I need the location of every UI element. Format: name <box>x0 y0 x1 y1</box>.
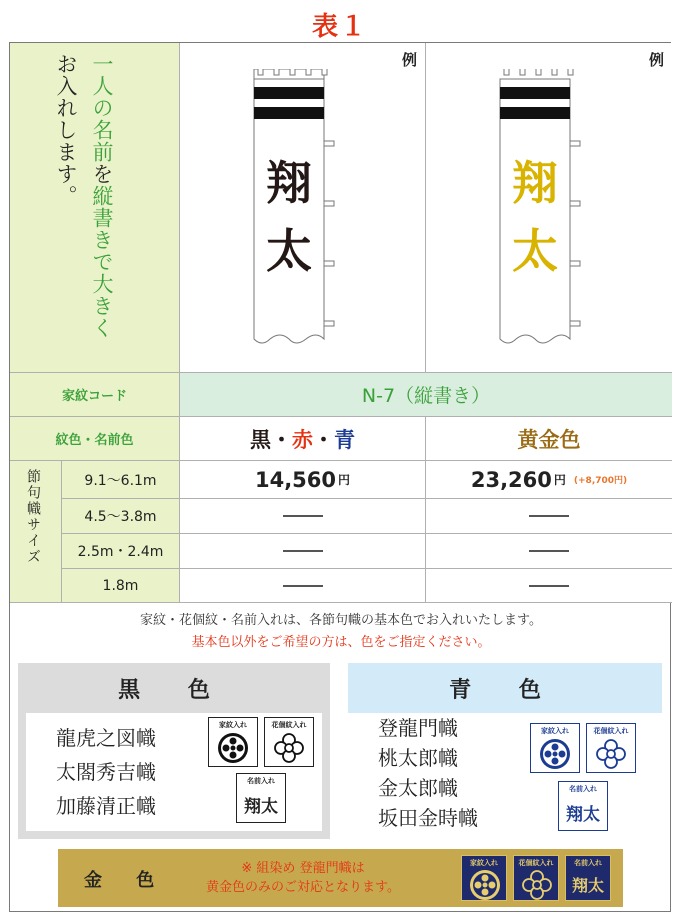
size-label: 9.1～6.1m <box>62 461 180 499</box>
price-table <box>9 42 671 912</box>
size-label: 2.5m・2.4m <box>62 534 180 569</box>
price-unavailable <box>180 499 426 534</box>
gold-note-line2: 黄金色のみのご対応となります。 <box>206 880 400 895</box>
black-panel-body <box>26 713 322 831</box>
banner-flag-illustration <box>490 69 600 359</box>
price-unavailable <box>426 569 672 603</box>
badge-label: 家紋入れ <box>219 721 247 729</box>
name-badge <box>558 781 608 831</box>
badge-label: 花個紋入れ <box>271 721 307 729</box>
size-label: 1.8m <box>62 569 180 603</box>
badge-label: 花個紋入れ <box>518 859 554 867</box>
size-side-label <box>10 461 62 603</box>
gold-crest-badge <box>461 855 507 901</box>
page-title: 表１ <box>311 12 368 42</box>
crest-badge <box>530 723 580 773</box>
gold-bar-heading: 金 色 <box>84 870 169 891</box>
badge-label: 名前入れ <box>247 777 275 785</box>
badge-label: 家紋入れ <box>470 859 498 867</box>
product-name: 金太郎幟 <box>378 776 458 800</box>
gold-note-line1: ※ 組染め 登龍門幟は <box>241 861 365 876</box>
example-label: 例 <box>401 51 417 69</box>
blue-color-panel <box>348 663 662 839</box>
banner-name-char2: 太 <box>266 224 312 278</box>
example-black <box>180 43 426 373</box>
color-row-label: 紋色・名前色 <box>10 417 180 461</box>
yen-unit: 円 <box>338 473 351 487</box>
banner-name-char2: 太 <box>512 224 558 278</box>
color-black: 黒 <box>250 427 271 452</box>
product-name: 龍虎之図幟 <box>56 726 156 750</box>
price-unavailable <box>180 534 426 569</box>
crest-code-value: N-7（縦書き） <box>180 373 672 417</box>
intro-text-col2 <box>90 53 114 339</box>
crest-badge <box>208 717 258 767</box>
note-default-color: 家紋・花個紋・名前入れは、各節句幟の基本色でお入れいたします。 <box>140 613 542 628</box>
color-options-black-red-blue <box>180 417 426 461</box>
name-sample: 翔太 <box>566 805 600 825</box>
intro-text-col1: お入れします。 <box>54 53 78 207</box>
size-label: 4.5～3.8m <box>62 499 180 534</box>
flower-crest-badge <box>264 717 314 767</box>
price-unavailable <box>426 534 672 569</box>
gold-flower-crest-badge <box>513 855 559 901</box>
color-blue: 青 <box>334 427 355 452</box>
black-color-panel <box>18 663 330 839</box>
family-crest-icon <box>469 869 501 901</box>
product-name: 桃太郎幟 <box>378 746 458 770</box>
gold-bar-note <box>178 859 428 897</box>
black-product-list <box>56 721 156 823</box>
blue-product-list <box>378 713 478 833</box>
intro-style-phrase: 縦書きで大きく <box>90 185 114 339</box>
note-specify-color: 基本色以外をご希望の方は、色をご指定ください。 <box>191 635 491 650</box>
product-name: 太閤秀吉幟 <box>56 760 156 784</box>
banner-name-char1: 翔 <box>512 156 558 210</box>
badge-label: 花個紋入れ <box>593 727 629 735</box>
flower-crest-icon <box>521 869 553 901</box>
intro-particle: を <box>90 163 114 185</box>
color-separator: ・ <box>313 427 334 452</box>
product-name: 加藤清正幟 <box>56 794 156 818</box>
blue-panel-heading: 青 色 <box>449 677 561 703</box>
example-gold <box>426 43 672 373</box>
price-unavailable <box>426 499 672 534</box>
badge-label: 名前入れ <box>574 859 602 867</box>
price-unavailable <box>180 569 426 603</box>
intro-cell <box>10 43 180 373</box>
gold-color-bar <box>58 849 623 907</box>
price-cell <box>180 461 426 499</box>
price-value: 14,560 <box>254 467 337 492</box>
intro-name-phrase: 一人の名前 <box>90 53 114 163</box>
yen-unit: 円 <box>553 473 566 487</box>
size-side-text: 節句幟サイズ <box>25 469 41 565</box>
color-red: 赤 <box>292 427 313 452</box>
badge-label: 名前入れ <box>569 785 597 793</box>
gold-name-badge <box>565 855 611 901</box>
banner-flag-illustration <box>244 69 354 359</box>
flower-crest-badge <box>586 723 636 773</box>
flower-crest-icon <box>595 738 627 770</box>
family-crest-icon <box>539 738 571 770</box>
name-sample: 翔太 <box>571 876 604 895</box>
name-sample: 翔太 <box>244 797 278 817</box>
price-value: 23,260 <box>470 467 552 492</box>
price-cell <box>426 461 672 499</box>
color-option-gold: 黄金色 <box>426 417 672 461</box>
name-badge <box>236 773 286 823</box>
flower-crest-icon <box>273 732 305 764</box>
product-name: 登龍門幟 <box>378 716 458 740</box>
black-panel-heading: 黒 色 <box>118 677 230 703</box>
blue-panel-body <box>348 713 662 839</box>
price-extra: (+8,700円) <box>573 476 628 486</box>
banner-name-char1: 翔 <box>266 156 312 210</box>
badge-label: 家紋入れ <box>541 727 569 735</box>
example-label: 例 <box>648 51 664 69</box>
crest-code-label: 家紋コード <box>10 373 180 417</box>
color-separator: ・ <box>271 427 292 452</box>
family-crest-icon <box>217 732 249 764</box>
product-name: 坂田金時幟 <box>378 806 478 830</box>
